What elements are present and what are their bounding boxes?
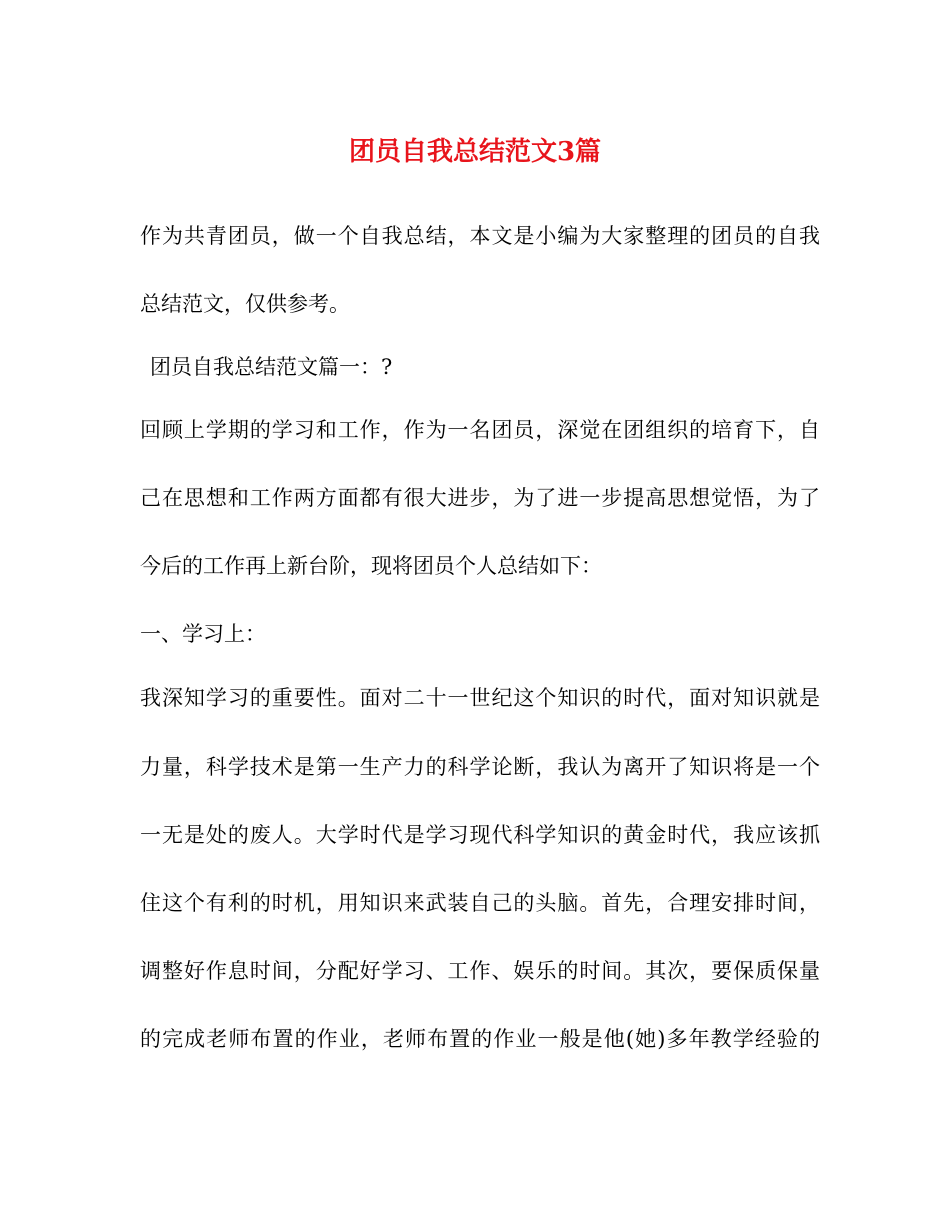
paragraph-line: 回顾上学期的学习和工作，作为一名团员，深觉在团组织的培育下，自 [140,418,820,442]
paragraph-line: 作为共青团员，做一个自我总结，本文是小编为大家整理的团员的自我 [140,224,820,248]
paragraph-line: 一无是处的废人。大学时代是学习现代科学知识的黄金时代，我应该抓 [140,823,820,847]
paragraph-line: 力量，科学技术是第一生产力的科学论断，我认为离开了知识将是一个 [140,755,820,779]
section-heading: 团员自我总结范文篇一：? [150,355,393,379]
paragraph-line: 调整好作息时间，分配好学习、工作、娱乐的时间。其次，要保质保量 [140,959,820,983]
paragraph-line: 住这个有利的时机，用知识来武装自己的头脑。首先，合理安排时间， [140,891,820,915]
paragraph-line: 的完成老师布置的作业，老师布置的作业一般是他(她)多年教学经验的 [140,1027,820,1051]
document-title: 团员自我总结范文3篇 [348,137,602,167]
paragraph-line: 己在思想和工作两方面都有很大进步，为了进一步提高思想觉悟，为了 [140,486,820,510]
paragraph-line: 今后的工作再上新台阶，现将团员个人总结如下： [140,554,602,578]
paragraph-line: 我深知学习的重要性。面对二十一世纪这个知识的时代，面对知识就是 [140,686,820,710]
paragraph-line: 总结范文，仅供参考。 [140,292,350,316]
section-heading: 一、学习上： [140,622,266,646]
